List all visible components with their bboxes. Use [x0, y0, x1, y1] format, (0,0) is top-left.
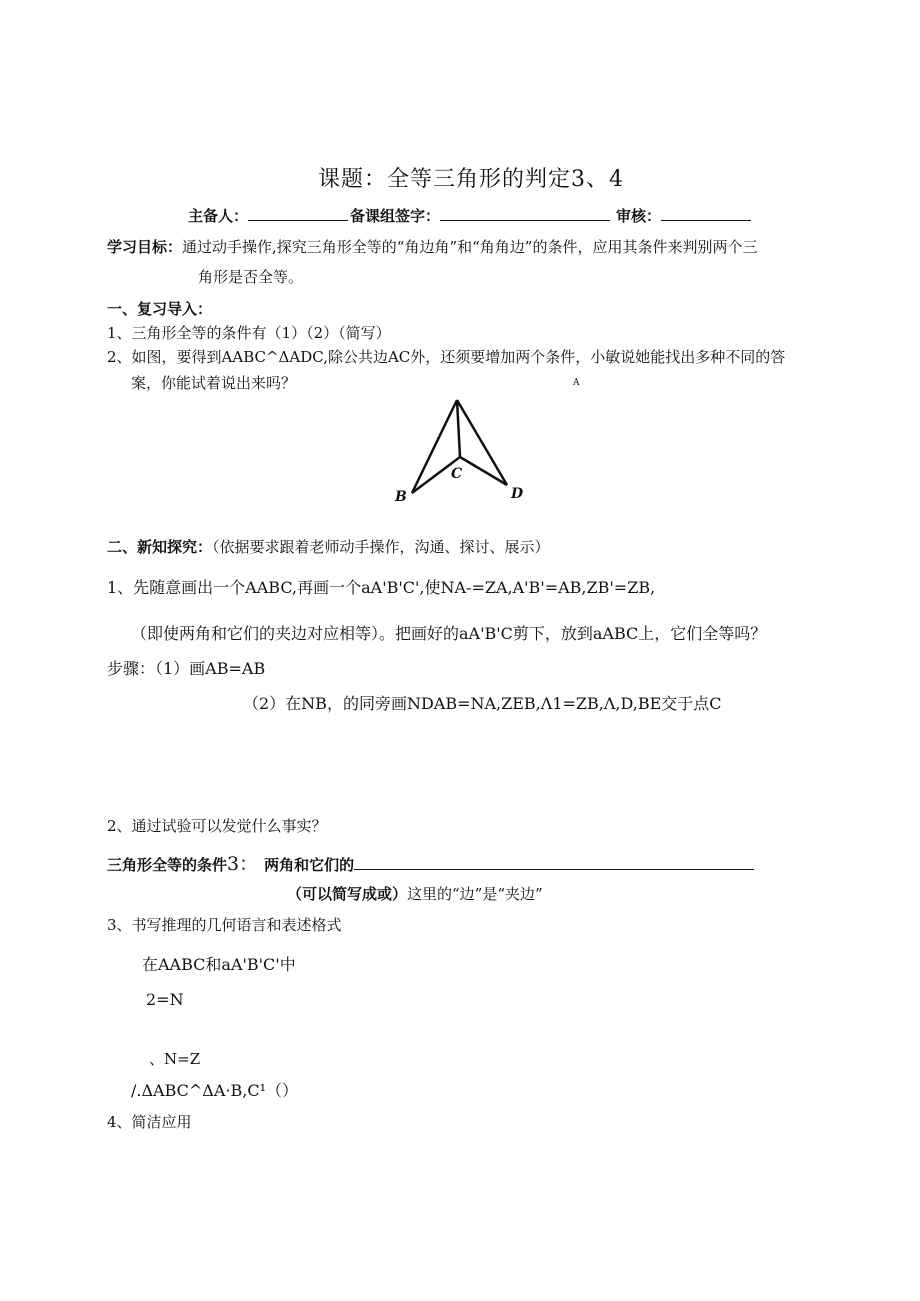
review-label: 审核： — [616, 207, 662, 225]
label-d: D — [511, 486, 524, 502]
stray-label-a: A — [573, 378, 580, 388]
learning-objective — [107, 236, 757, 257]
proof-line1: 在AABC和aA'B'C'中 — [142, 955, 296, 974]
condition3-label: 三角形全等的条件 — [107, 856, 228, 874]
condition3 — [107, 849, 754, 876]
section2-heading-label: 二、新知探究： — [107, 538, 213, 556]
section2-item3: 3、书写推理的几何语言和表述格式 — [107, 916, 342, 934]
objective-text: 通过动手操作,探究三角形全等的“角边角”和“角角边”的条件，应用其条件来判别两个三 — [182, 238, 758, 256]
preparer-label: 主备人： — [188, 207, 249, 225]
objective-text-cont: 角形是否全等。 — [198, 268, 304, 286]
header-signatures — [188, 205, 751, 226]
section2-item1-cont: （即使两角和它们的夹边对应相等）。把画好的aA'B'C剪下，放到aABC上，它们全等吗？ — [131, 624, 767, 643]
section2-heading-rest: （依据要求跟着老师动手操作，沟通、探讨、展示） — [212, 538, 550, 556]
section1-item1: 1、三角形全等的条件有（1）（2）（简写） — [107, 324, 391, 342]
proof-line4: /.ΔABC^ΔA·B,C¹（） — [131, 1081, 298, 1100]
condition3-num: 3： — [227, 853, 259, 875]
condition3-text: 两角和它们的 — [264, 856, 355, 874]
section1-item2: 2、如图，要得到AABC^ΔADC,除公共边AC外，还须要增加两个条件，小敏说她能找出多种不同的答 — [107, 348, 786, 366]
triangle-figure — [385, 390, 535, 510]
condition3-blank[interactable] — [354, 855, 754, 870]
group-sign-blank[interactable] — [440, 206, 610, 221]
proof-line2: 2=N — [146, 990, 184, 1009]
section1-heading: 一、复习导入： — [107, 300, 213, 318]
step2: （2）在NB，的同旁画NDAB=NA,ZEB,Λ1=ZB,Λ,D,BE交于点C — [243, 694, 722, 713]
section2-item1: 1、先随意画出一个AABC,再画一个aA'B'C',使NA-=ZA,A'B'=AB,ZB'=ZB, — [107, 578, 656, 597]
label-c: C — [451, 466, 463, 482]
label-b: B — [395, 489, 407, 505]
abbrev-bold: （可以简写成或） — [287, 885, 408, 903]
abbrev-line — [287, 883, 543, 904]
section2-item2: 2、通过试验可以发觉什么事实？ — [107, 817, 327, 835]
steps-label: 步骤：（1）画AB=AB — [107, 659, 266, 678]
section2-heading — [107, 536, 550, 557]
preparer-blank[interactable] — [248, 206, 348, 221]
section2-item4: 4、简洁应用 — [107, 1113, 192, 1131]
abbrev-rest: 这里的“边”是“夹边” — [407, 885, 543, 903]
proof-line3: 、N=Z — [149, 1050, 201, 1068]
page-title: 课题：全等三角形的判定3、4 — [318, 167, 624, 192]
edge-ac — [457, 400, 460, 457]
objective-label: 学习目标： — [107, 238, 183, 256]
edge-ad — [457, 400, 507, 485]
group-sign-label: 备课组签字： — [350, 207, 441, 225]
review-blank[interactable] — [661, 206, 751, 221]
section1-item2-cont: 案，你能试着说出来吗？ — [131, 374, 297, 392]
